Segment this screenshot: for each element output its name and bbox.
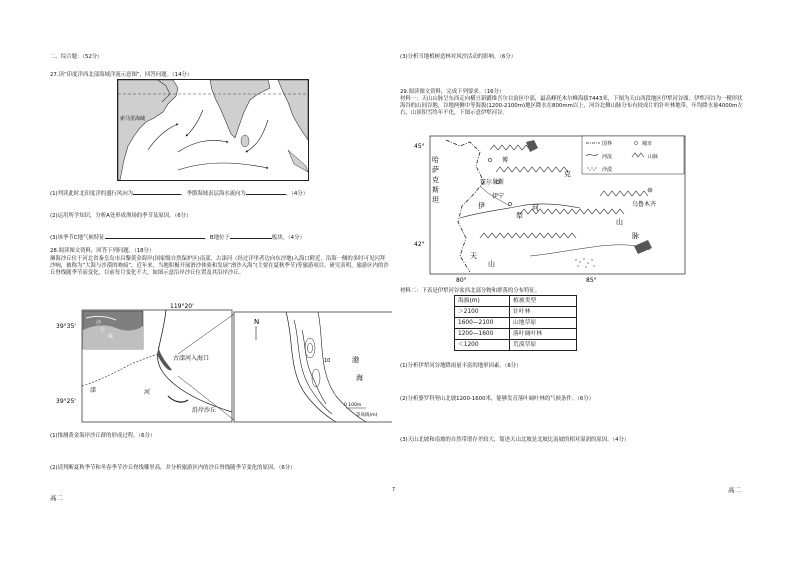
q27-q1: (1)判读此时北印度洋的盛行风向为 ，季節海域表层海水流向为 。（4分）	[50, 191, 309, 197]
svg-text:哈: 哈	[432, 156, 439, 164]
section-title: 二、综合题：（52分）	[50, 54, 103, 60]
svg-text:45°: 45°	[414, 143, 425, 150]
svg-text:河流: 河流	[602, 154, 613, 160]
q27-ocean-map	[117, 79, 309, 181]
svg-text:古滦河入海口: 古滦河入海口	[173, 355, 210, 362]
svg-text:伊: 伊	[478, 202, 485, 210]
q29-q1: (1)分析伊犁河谷地降雨量丰富的地形因素。（6分）	[400, 363, 522, 369]
table-row: 1200—1600 落叶阔叶林	[455, 329, 577, 340]
svg-text:河: 河	[144, 389, 151, 396]
svg-text:国界: 国界	[602, 141, 613, 147]
q29-q3: (3)天山北坡和南坡的自然带谱存差较大，简述天山北坡是北坡比南坡的相对湿润的原因。（4分）	[400, 437, 630, 443]
svg-text:海: 海	[356, 374, 363, 382]
q28-material: 濒海沙丘位于河北省秦皇岛市昌黎黄金海岸(国家级自然保护区)南部，古滦河（经过洋里者边向东沙地)入海口附近，沿海一侧的多时可见闪拜沙响，被称为“大海与沙漠的吻痕”。近年来，当地积极开展滑沙体验和发展“滑沙入海”(主要在夏秋季节)等旅游项目。研究表明，旅游区内的沙丘脊线随季节而变化，目前每月变化不大。如图示意沿岸沙丘位置及其沿岸沙丘。	[50, 256, 389, 276]
svg-text:线: 线	[108, 334, 114, 340]
footer-right: 高二	[728, 486, 741, 494]
table-header-cell: 植被类型	[510, 296, 577, 307]
table-row: ＞2100 针叶林	[455, 307, 577, 318]
svg-text:山: 山	[616, 218, 623, 226]
svg-text:39°35': 39°35'	[56, 323, 76, 330]
svg-text:伊宁: 伊宁	[492, 193, 505, 200]
q28-q3: (3)分析当地植树造林对风沙活动的影响。（6分）	[400, 54, 517, 60]
svg-text:沙漠: 沙漠	[602, 167, 613, 173]
q29-material1: 材料一：天山山脉呈东西走向横亘新疆维吾尔自治区中部，最高峰托木尔峰海拔7443米，下图为天山西段地区伊犁河谷图。伊犁河谷为一楔形状海谷的山间谷地，谷地两侧中等海拔(1200-2100m)地区降水在800mm以上，河谷北侧山脉分布有较成片的针叶林地带，年均降水量4000m左右，山顶积雪终年不化，下图示意伊犁河谷。	[400, 96, 743, 116]
svg-text:坦: 坦	[432, 196, 439, 204]
svg-text:丘: 丘	[100, 327, 106, 333]
svg-text:等高线(m): 等高线(m)	[356, 413, 378, 418]
svg-text:城市: 城市	[642, 141, 653, 147]
q27-map-label: 索马里海域	[120, 116, 146, 122]
q29-q2: (2)分析婆罗科努山北坡1200-1600米，能够发育落叶阔叶林的气候条件。（6分）	[400, 396, 595, 402]
page-number: 7	[392, 487, 396, 493]
q29-map	[400, 126, 700, 286]
svg-text:萨: 萨	[432, 166, 439, 174]
q27-q3: (3)该季节C地气候特征 。B地位于 板块。（4分）	[50, 235, 305, 241]
table-row: ＜1200 荒漠草原	[455, 340, 577, 351]
vegetation-table	[454, 295, 577, 351]
q28-stem: 28.阅读图文资料，回答下列问题。（18分）	[50, 248, 155, 254]
svg-text:山: 山	[488, 260, 495, 268]
table-row: 1600—2100 山地草原	[455, 318, 577, 329]
q28-map	[56, 300, 392, 425]
svg-text:85°: 85°	[586, 277, 597, 284]
table-header-cell: 海拔(m)	[455, 296, 510, 307]
q27-stem: 27.读“印度洋西北部海域洋流示意图”，回答问题。（14分）	[50, 72, 193, 78]
svg-text:克: 克	[432, 176, 439, 184]
svg-text:斯: 斯	[432, 186, 439, 194]
svg-text:克: 克	[564, 170, 571, 178]
q27-q2: (2)运用所学知识，分析A处形成渔场的季节及原因。（6分）	[50, 213, 192, 219]
svg-text:10: 10	[324, 358, 331, 364]
svg-text:脉: 脉	[632, 232, 639, 240]
table-header-row	[455, 296, 577, 307]
q28-q2: (2)请判断夏秋季节和冬春季节沙丘脊线哪里高，并分析旅游区内的沙丘脊线随季节变化的原因。（6分）	[50, 465, 296, 471]
q29-material2: 材料二：下表是伊犁河谷盆西北部分物和群落的分布特征。	[400, 288, 541, 294]
svg-text:天: 天	[470, 252, 477, 260]
svg-text:河: 河	[532, 204, 539, 212]
svg-text:山脉: 山脉	[648, 154, 659, 160]
svg-text:0 100m: 0 100m	[344, 403, 362, 408]
svg-text:博: 博	[502, 157, 509, 164]
svg-text:119°20': 119°20'	[170, 303, 194, 310]
q29-stem: 29.阅读图文资料，完成下列要求。（16分）	[400, 89, 505, 95]
svg-text:霍尔果斯: 霍尔果斯	[480, 179, 505, 186]
svg-text:滦: 滦	[90, 387, 97, 394]
svg-text:42°: 42°	[414, 241, 425, 248]
svg-text:犁: 犁	[516, 212, 523, 220]
svg-text:沙: 沙	[96, 320, 102, 326]
svg-text:沿岸沙丘: 沿岸沙丘	[192, 407, 217, 414]
svg-text:N: N	[254, 318, 260, 326]
svg-text:80°: 80°	[456, 277, 467, 284]
svg-text:乌鲁木齐: 乌鲁木齐	[632, 201, 657, 208]
footer-left: 高二	[50, 494, 63, 502]
svg-text:渤: 渤	[352, 356, 359, 364]
q28-q1: (1)推测黄金海岸沙丘群的形成过程。（6分）	[50, 433, 156, 439]
svg-text:39°25': 39°25'	[56, 398, 76, 405]
